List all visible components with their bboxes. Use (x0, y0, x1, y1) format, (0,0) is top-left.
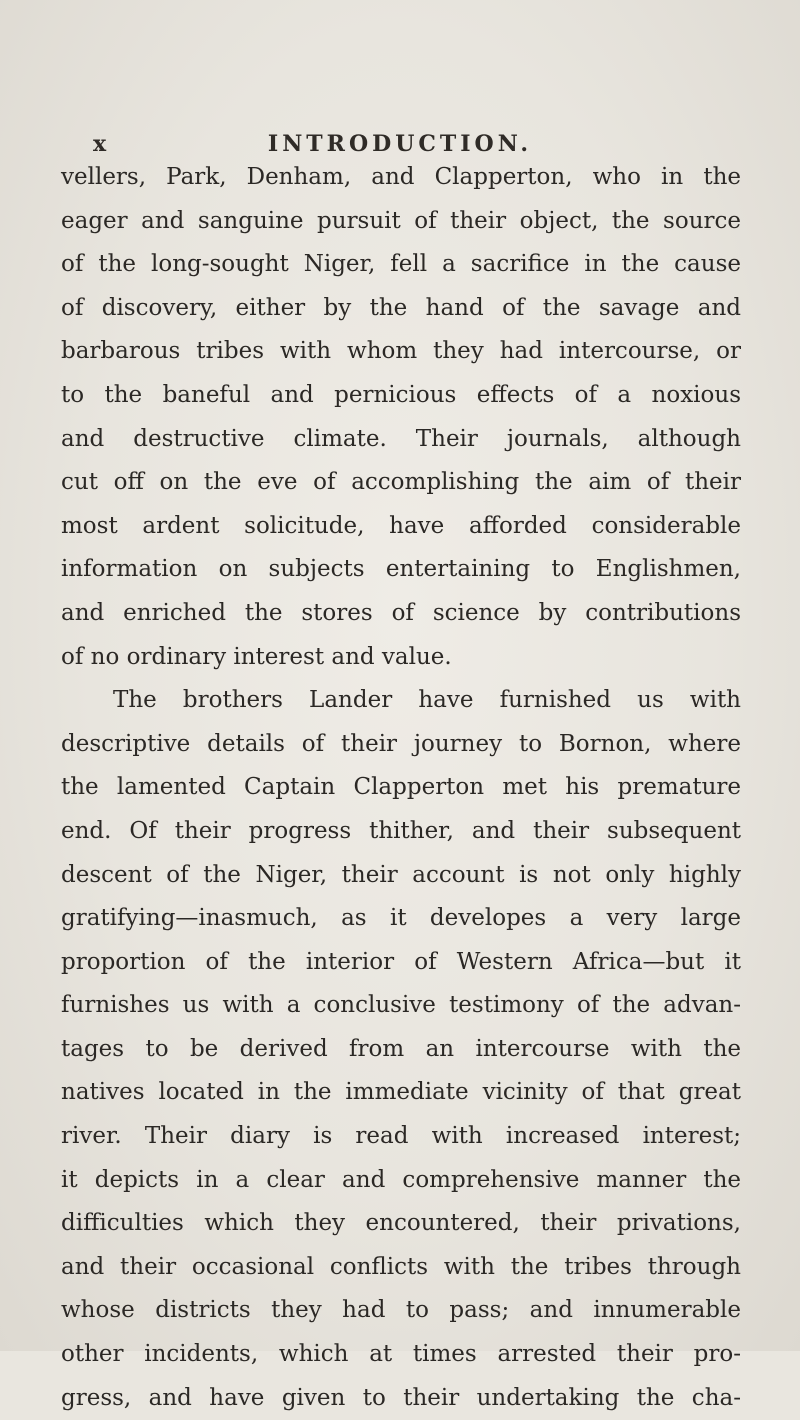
text-line: information on subjects entertaining to Englishmen, (61, 556, 741, 583)
text-line: of discovery, either by the hand of the savage and (61, 294, 741, 321)
text-line: the lamented Captain Clapperton met his premature (61, 774, 741, 801)
text-line: whose districts they had to pass; and innumerable (61, 1297, 741, 1324)
page-number: x (93, 131, 108, 157)
text-line: natives located in the immediate vicinity of that great (61, 1079, 741, 1106)
text-line: barbarous tribes with whom they had intercourse, or (61, 338, 741, 365)
text-line: and enriched the stores of science by contributions (61, 599, 741, 626)
text-line: cut off on the eve of accomplishing the aim of their (61, 469, 741, 496)
text-line: descent of the Niger, their account is not only highly (61, 861, 741, 888)
text-line: proportion of the interior of Western Africa—but it (61, 948, 741, 975)
text-line: to the baneful and pernicious effects of a noxious (61, 381, 741, 408)
text-line: and their occasional conflicts with the tribes through (61, 1253, 741, 1280)
running-title: INTRODUCTION. (267, 131, 533, 157)
text-line: eager and sanguine pursuit of their object, the source (61, 207, 741, 234)
text-line: gratifying—inasmuch, as it developes a very large (61, 905, 741, 932)
paragraph-start-line: The brothers Lander have furnished us with (113, 687, 741, 714)
text-line: of the long-sought Niger, fell a sacrifice in the cause (61, 251, 741, 278)
text-line: vellers, Park, Denham, and Clapperton, who in the (61, 164, 741, 190)
text-line: tages to be derived from an intercourse with the (61, 1035, 741, 1062)
body-text (61, 156, 741, 1420)
text-line: river. Their diary is read with increased interest; (61, 1123, 741, 1150)
text-line: most ardent solicitude, have afforded considerable (61, 512, 741, 539)
text-line: and destructive climate. Their journals, although (61, 425, 741, 452)
text-line: furnishes us with a conclusive testimony of the advan- (61, 992, 741, 1019)
paragraph-end-line: of no ordinary interest and value. (61, 643, 452, 670)
text-line: difficulties which they encountered, their privations, (61, 1210, 741, 1237)
text-line: gress, and have given to their undertaking the cha- (61, 1384, 741, 1411)
text-line: end. Of their progress thither, and their subsequent (61, 817, 741, 844)
text-line: it depicts in a clear and comprehensive manner the (61, 1166, 741, 1193)
text-line: other incidents, which at times arrested their pro- (61, 1341, 741, 1368)
text-line: descriptive details of their journey to Bornon, where (61, 730, 741, 757)
